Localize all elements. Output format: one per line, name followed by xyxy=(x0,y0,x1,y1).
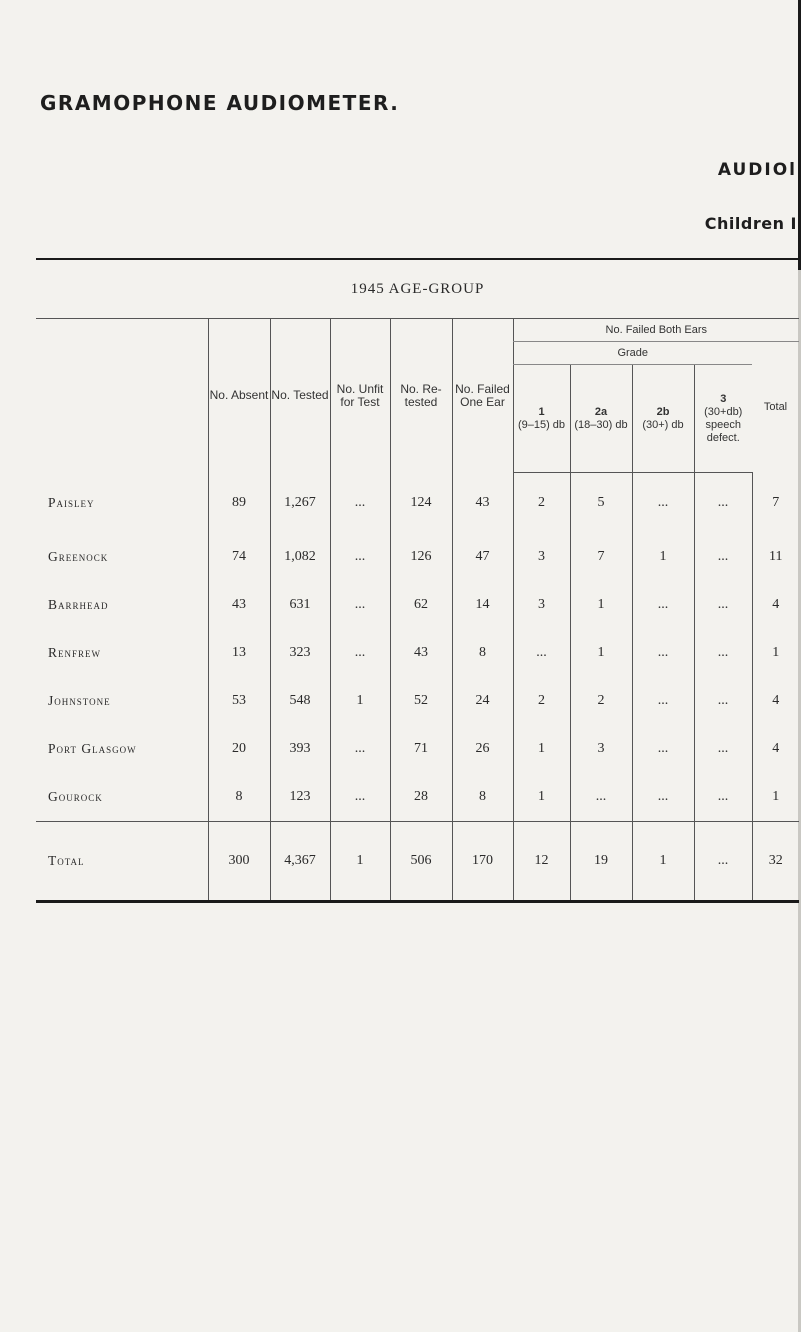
cell-retested: 124 xyxy=(390,473,452,534)
row-name: Paisley xyxy=(48,494,95,510)
cell-g2b: ... xyxy=(632,773,694,822)
table-row xyxy=(36,581,799,629)
right-heading: AUDIOl xyxy=(717,160,797,180)
cell-g2b: ... xyxy=(632,725,694,773)
cell-tested: 393 xyxy=(270,725,330,773)
header-grade-2b: 2b (30+) db xyxy=(632,365,694,473)
header-grade-3: 3 (30+db) speech defect. xyxy=(694,365,752,473)
cell-tested: 123 xyxy=(270,773,330,822)
cell-one-ear: 24 xyxy=(452,677,513,725)
table-row xyxy=(36,773,799,822)
cell-g2a: 1 xyxy=(570,581,632,629)
cell-g2a: 7 xyxy=(570,533,632,581)
cell-tested: 1,082 xyxy=(270,533,330,581)
table-row xyxy=(36,725,799,773)
cell-unfit: ... xyxy=(330,725,390,773)
cell-total: 4 xyxy=(752,581,799,629)
total-one-ear: 170 xyxy=(452,822,513,902)
cell-g1: 3 xyxy=(513,533,570,581)
table-row xyxy=(36,473,799,534)
cell-one-ear: 43 xyxy=(452,473,513,534)
cell-g1: 1 xyxy=(513,725,570,773)
cell-tested: 323 xyxy=(270,629,330,677)
total-g1: 12 xyxy=(513,822,570,902)
total-retested: 506 xyxy=(390,822,452,902)
cell-unfit: ... xyxy=(330,581,390,629)
total-absent: 300 xyxy=(208,822,270,902)
cell-absent: 13 xyxy=(208,629,270,677)
cell-g2a: 5 xyxy=(570,473,632,534)
cell-unfit: ... xyxy=(330,473,390,534)
cell-g2a: 1 xyxy=(570,629,632,677)
cell-g1: ... xyxy=(513,629,570,677)
cell-g3: ... xyxy=(694,581,752,629)
cell-total: 4 xyxy=(752,725,799,773)
cell-retested: 52 xyxy=(390,677,452,725)
header-failed-both-ears: No. Failed Both Ears xyxy=(513,319,799,342)
cell-g2b: ... xyxy=(632,629,694,677)
cell-one-ear: 8 xyxy=(452,629,513,677)
cell-retested: 43 xyxy=(390,629,452,677)
row-name: Port Glasgow xyxy=(48,741,137,756)
cell-absent: 20 xyxy=(208,725,270,773)
total-g2b: 1 xyxy=(632,822,694,902)
row-name: Greenock xyxy=(48,549,109,564)
cell-unfit: 1 xyxy=(330,677,390,725)
cell-retested: 28 xyxy=(390,773,452,822)
header-grade-1: 1 (9–15) db xyxy=(513,365,570,473)
total-g3: ... xyxy=(694,822,752,902)
header-absent: No. Absent xyxy=(208,319,270,473)
cell-unfit: ... xyxy=(330,533,390,581)
cell-retested: 126 xyxy=(390,533,452,581)
header-retested: No. Re-tested xyxy=(390,319,452,473)
header-failed-one-ear: No. Failed One Ear xyxy=(452,319,513,473)
cell-total: 4 xyxy=(752,677,799,725)
audiometer-table xyxy=(36,258,799,903)
page-title: GRAMOPHONE AUDIOMETER. xyxy=(40,91,400,115)
table-caption: 1945 AGE-GROUP xyxy=(36,259,799,319)
cell-tested: 1,267 xyxy=(270,473,330,534)
cell-absent: 74 xyxy=(208,533,270,581)
table-row xyxy=(36,629,799,677)
total-total: 32 xyxy=(752,822,799,902)
cell-absent: 89 xyxy=(208,473,270,534)
row-name: Gourock xyxy=(48,789,103,804)
cell-g1: 3 xyxy=(513,581,570,629)
cell-g3: ... xyxy=(694,773,752,822)
cell-absent: 8 xyxy=(208,773,270,822)
cell-g2a: 3 xyxy=(570,725,632,773)
cell-one-ear: 8 xyxy=(452,773,513,822)
cell-absent: 43 xyxy=(208,581,270,629)
cell-unfit: ... xyxy=(330,773,390,822)
cell-total: 11 xyxy=(752,533,799,581)
cell-total: 1 xyxy=(752,773,799,822)
cell-g1: 2 xyxy=(513,677,570,725)
cell-g3: ... xyxy=(694,725,752,773)
total-label: Total xyxy=(36,822,208,902)
cell-g2b: 1 xyxy=(632,533,694,581)
cell-g2b: ... xyxy=(632,677,694,725)
right-subheading: Children I xyxy=(704,214,797,233)
cell-retested: 62 xyxy=(390,581,452,629)
header-blank xyxy=(36,319,208,473)
total-row xyxy=(36,822,799,902)
cell-g1: 1 xyxy=(513,773,570,822)
cell-one-ear: 26 xyxy=(452,725,513,773)
cell-g3: ... xyxy=(694,533,752,581)
cell-total: 7 xyxy=(752,473,799,534)
table-row xyxy=(36,677,799,725)
header-grade: Grade xyxy=(513,342,752,365)
cell-tested: 548 xyxy=(270,677,330,725)
cell-one-ear: 14 xyxy=(452,581,513,629)
header-total: Total xyxy=(763,400,788,413)
cell-absent: 53 xyxy=(208,677,270,725)
cell-g2a: 2 xyxy=(570,677,632,725)
cell-g2b: ... xyxy=(632,473,694,534)
cell-g2a: ... xyxy=(570,773,632,822)
cell-g1: 2 xyxy=(513,473,570,534)
cell-g2b: ... xyxy=(632,581,694,629)
cell-total: 1 xyxy=(752,629,799,677)
header-unfit: No. Unfit for Test xyxy=(330,319,390,473)
total-unfit: 1 xyxy=(330,822,390,902)
header-grade-2a: 2a (18–30) db xyxy=(570,365,632,473)
cell-g3: ... xyxy=(694,677,752,725)
cell-g3: ... xyxy=(694,473,752,534)
total-tested: 4,367 xyxy=(270,822,330,902)
table-row xyxy=(36,533,799,581)
total-g2a: 19 xyxy=(570,822,632,902)
cell-retested: 71 xyxy=(390,725,452,773)
cell-tested: 631 xyxy=(270,581,330,629)
header-tested: No. Tested xyxy=(270,319,330,473)
cell-one-ear: 47 xyxy=(452,533,513,581)
row-name: Barrhead xyxy=(48,597,109,612)
cell-g3: ... xyxy=(694,629,752,677)
row-name: Renfrew xyxy=(48,645,102,660)
row-name: Johnstone xyxy=(48,693,111,708)
cell-unfit: ... xyxy=(330,629,390,677)
